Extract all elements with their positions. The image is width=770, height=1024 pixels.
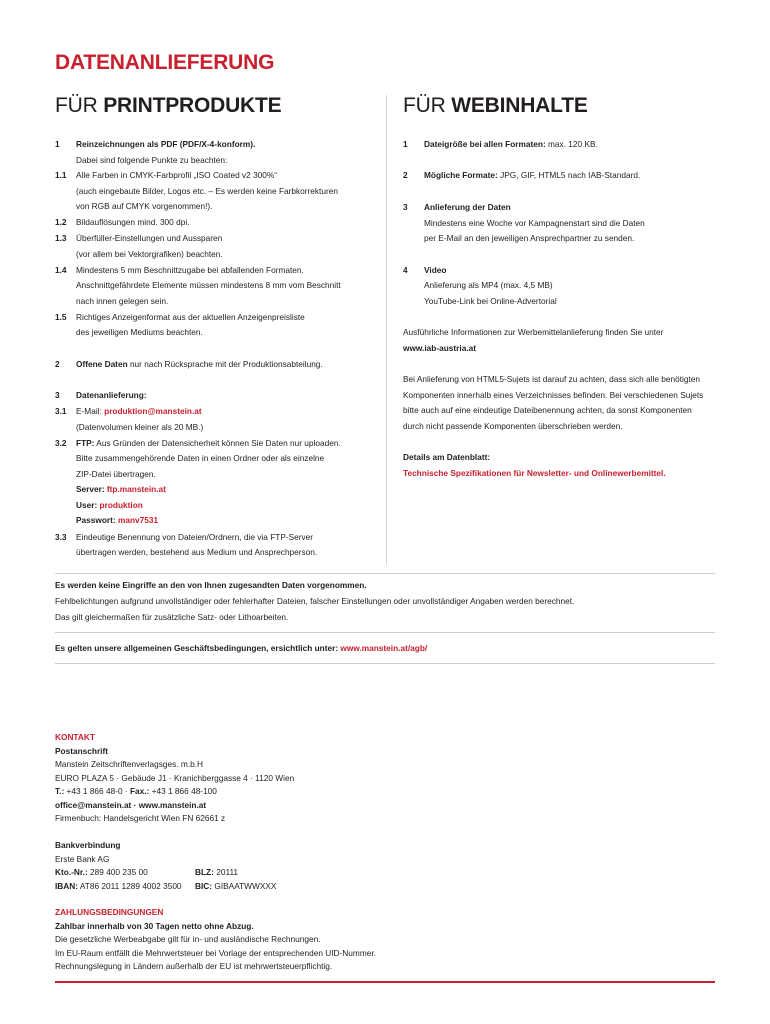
server-label: Server: — [76, 484, 107, 494]
print-title-prefix: FÜR — [55, 94, 98, 117]
divider — [55, 632, 715, 633]
print-item-text: von RGB auf CMYK vorgenommen!). — [76, 201, 213, 211]
item-number: 1.2 — [55, 217, 67, 227]
print-item-text: Überfüller-Einstellungen und Aussparen — [76, 233, 223, 243]
print-item-text: übertragen werden, bestehend aus Medium und Ansprechperson. — [76, 547, 318, 557]
tech-spec-link[interactable]: Technische Spezifikationen für Newsletter- und Onlinewerbemittel. — [403, 467, 666, 478]
bank-heading: Bankverbindung — [55, 840, 121, 850]
print-item-text — [76, 438, 341, 448]
web-title-prefix: FÜR — [403, 94, 446, 117]
print-item-text: Richtiges Anzeigenformat aus der aktuellen Anzeigenpreisliste — [76, 311, 305, 322]
item-number: 1.5 — [55, 311, 67, 322]
print-item-text: (auch eingebaute Bilder, Logos etc. – Es werden keine Farbkorrekturen — [76, 185, 338, 196]
payment-heading: ZAHLUNGSBEDINGUNGEN — [55, 907, 164, 917]
print-item-rest: nur nach Rücksprache mit der Produktionsabteilung. — [127, 358, 323, 369]
contact-heading: KONTAKT — [55, 732, 95, 742]
item-number: 2 — [55, 358, 60, 369]
company-address: EURO PLAZA 5 · Gebäude J1 · Kranichberggasse 4 · 1120 Wien — [55, 772, 295, 783]
ftp-password — [76, 515, 158, 525]
ftp-password-value: manv7531 — [117, 515, 159, 525]
item-number: 3 — [403, 202, 408, 212]
datenblatt-label: Details am Datenblatt: — [403, 452, 491, 462]
item-number: 1.4 — [55, 264, 67, 275]
divider — [55, 573, 715, 574]
print-item-text: (Datenvolumen kleiner als 20 MB.) — [76, 421, 204, 432]
print-section-title — [55, 94, 281, 118]
item-number: 3.2 — [55, 437, 67, 448]
agb-link[interactable]: www.manstein.at/agb/ — [340, 643, 428, 653]
firmenbuch: Firmenbuch: Handelsgericht Wien FN 62661 z — [55, 813, 226, 823]
bic — [195, 881, 276, 891]
payment-text: Im EU-Raum entfällt die Mehrwertsteuer bei Vorlage der entsprechenden UID-Nummer. — [55, 947, 376, 958]
page-title: DATENANLIEFERUNG — [55, 51, 275, 74]
ftp-text: Aus Gründen der Datensicherheit können Sie Daten nur uploaden. — [94, 437, 341, 448]
web-item-text: Anlieferung als MP4 (max. 4,5 MB) — [424, 280, 553, 290]
agb-text — [55, 643, 427, 653]
web-item-text: per E-Mail an den jeweiligen Ansprechpartner zu senden. — [424, 233, 635, 243]
item-number: 3.3 — [55, 531, 67, 542]
web-item-bold: Mögliche Formate: — [424, 170, 498, 180]
item-number: 3.1 — [55, 406, 67, 416]
office-email-web-link[interactable]: office@manstein.at · www.manstein.at — [55, 799, 207, 810]
web-item-title: Anlieferung der Daten — [424, 202, 511, 212]
web-item-text — [424, 170, 640, 180]
web-section-title — [403, 94, 588, 118]
bank-name: Erste Bank AG — [55, 853, 110, 864]
print-list — [55, 139, 375, 569]
print-title-strong: PRINTPRODUKTE — [103, 94, 282, 117]
phone-fax — [55, 786, 217, 796]
fax-label: Fax.: — [129, 786, 150, 796]
web-item-text: YouTube-Link bei Online-Advertorial — [424, 295, 557, 306]
print-item-text: des jeweiligen Mediums beachten. — [76, 327, 203, 337]
agb-block — [55, 643, 715, 657]
item-number: 1 — [55, 139, 60, 149]
item-number: 1.1 — [55, 170, 67, 180]
notice-text: Das gilt gleichermaßen für zusätzliche Satz- oder Lithoarbeiten. — [55, 612, 289, 622]
email-label: E-Mail: — [76, 406, 105, 416]
payment-terms: Zahlbar innerhalb von 30 Tagen netto ohne Abzug. — [55, 920, 254, 931]
blz-value: 20111 — [213, 867, 239, 877]
item-number: 1.3 — [55, 233, 67, 243]
payment-text: Die gesetzliche Werbeabgabe gilt für in- und ausländische Rechnungen. — [55, 934, 321, 944]
item-number: 3 — [55, 390, 60, 400]
blz-label: BLZ: — [195, 867, 214, 877]
account-number — [55, 867, 148, 877]
contact-block — [55, 732, 555, 892]
password-label: Passwort: — [76, 515, 118, 525]
print-item-text: Bitte zusammengehörende Daten in einen Ordner oder als einzelne — [76, 453, 325, 463]
iban-value: AT86 2011 1289 4002 3500 — [78, 880, 182, 891]
print-item-text: nach innen gelegen sein. — [76, 295, 169, 306]
ftp-server — [76, 484, 166, 494]
tel-value: +43 1 866 48-0 · — [64, 786, 130, 796]
print-item-text: Alle Farben in CMYK-Farbprofil „ISO Coated v2 300%“ — [76, 170, 278, 180]
web-item-text — [424, 139, 598, 149]
notice-block — [55, 580, 715, 630]
print-item-title: Datenanlieferung: — [76, 390, 147, 400]
bic-label: BIC: — [195, 880, 213, 891]
payment-block — [55, 907, 555, 971]
web-item-text: Mindestens eine Woche vor Kampagnenstart sind die Daten — [424, 217, 645, 228]
footer-rule — [55, 981, 715, 983]
item-number: 4 — [403, 264, 408, 275]
user-label: User: — [76, 499, 100, 510]
web-item-rest: max. 120 KB. — [545, 139, 598, 149]
blz — [195, 867, 238, 877]
info-text: Ausführliche Informationen zur Werbemittelanlieferung finden Sie unter — [403, 327, 664, 337]
web-item-title: Video — [424, 264, 447, 275]
item-number: 2 — [403, 170, 408, 180]
html5-text: bitte auch auf eine eindeutige Dateibenennung achten, da sonst Komponenten — [403, 405, 692, 415]
print-item-text: Eindeutige Benennung von Dateien/Ordnern, die via FTP-Server — [76, 531, 314, 542]
web-title-strong: WEBINHALTE — [451, 94, 588, 117]
iban — [55, 881, 182, 891]
print-item-text: Dabei sind folgende Punkte zu beachten: — [76, 154, 228, 165]
notice-bold: Es werden keine Eingriffe an den von Ihnen zugesandten Daten vorgenommen. — [55, 580, 367, 590]
fax-value: +43 1 866 48-100 — [149, 786, 217, 796]
print-item-text: ZIP-Datei übertragen. — [76, 468, 156, 479]
print-item-bold: Offene Daten — [76, 358, 128, 369]
print-item-text: (vor allem bei Vektorgrafiken) beachten. — [76, 248, 223, 259]
tel-label: T.: — [55, 786, 65, 796]
ftp-label: FTP: — [76, 437, 95, 448]
notice-text: Fehlbelichtungen aufgrund unvollständiger oder fehlerhafter Dateien, falscher Einstellungen oder unvollständiger Angaben werden berechnet. — [55, 596, 575, 606]
html5-text: Komponenten innerhalb eines Verzeichnisses befinden. Bei verschiedenen Sujets — [403, 389, 704, 400]
ftp-server-link[interactable]: ftp.manstein.at — [106, 484, 166, 494]
divider — [55, 663, 715, 664]
print-item-text: Mindestens 5 mm Beschnittzugabe bei abfallenden Formaten. — [76, 264, 304, 275]
print-item-text: Anschnittgefährdete Elemente müssen mindestens 8 mm vom Beschnitt — [76, 280, 341, 290]
print-item-text — [76, 359, 323, 369]
iab-austria-link[interactable]: www.iab-austria.at — [403, 342, 476, 353]
print-item-title: Reinzeichnungen als PDF (PDF/X-4-konform). — [76, 139, 256, 149]
web-item-rest: JPG, GIF, HTML5 nach IAB-Standard. — [497, 170, 641, 180]
postal-heading: Postanschrift — [55, 745, 109, 756]
company-name: Manstein Zeitschriftenverlagsges. m.b.H — [55, 759, 204, 769]
item-number: 1 — [403, 139, 408, 149]
kto-value: 289 400 235 00 — [87, 867, 148, 877]
html5-text: durch nicht passende Komponenten überschrieben werden. — [403, 420, 623, 431]
ftp-user — [76, 500, 143, 510]
html5-text: Bei Anlieferung von HTML5-Sujets ist darauf zu achten, dass sich alle benötigten — [403, 374, 701, 384]
web-list — [403, 139, 723, 479]
kto-label: Kto.-Nr.: — [55, 867, 88, 877]
payment-text: Rechnungslegung in Ländern außerhalb der EU ist mehrwertsteuerpflichtig. — [55, 961, 333, 971]
ftp-user-value: produktion — [99, 499, 143, 510]
print-item-text: Bildauflösungen mind. 300 dpi. — [76, 217, 190, 227]
agb-label: Es gelten unsere allgemeinen Geschäftsbedingungen, ersichtlich unter: — [55, 643, 341, 653]
print-item-text — [76, 406, 202, 416]
column-divider — [386, 95, 387, 565]
production-email-link[interactable]: produktion@manstein.at — [104, 406, 202, 416]
iban-label: IBAN: — [55, 880, 79, 891]
bic-value: GIBAATWWXXX — [212, 880, 277, 891]
web-item-bold: Dateigröße bei allen Formaten: — [424, 139, 546, 149]
